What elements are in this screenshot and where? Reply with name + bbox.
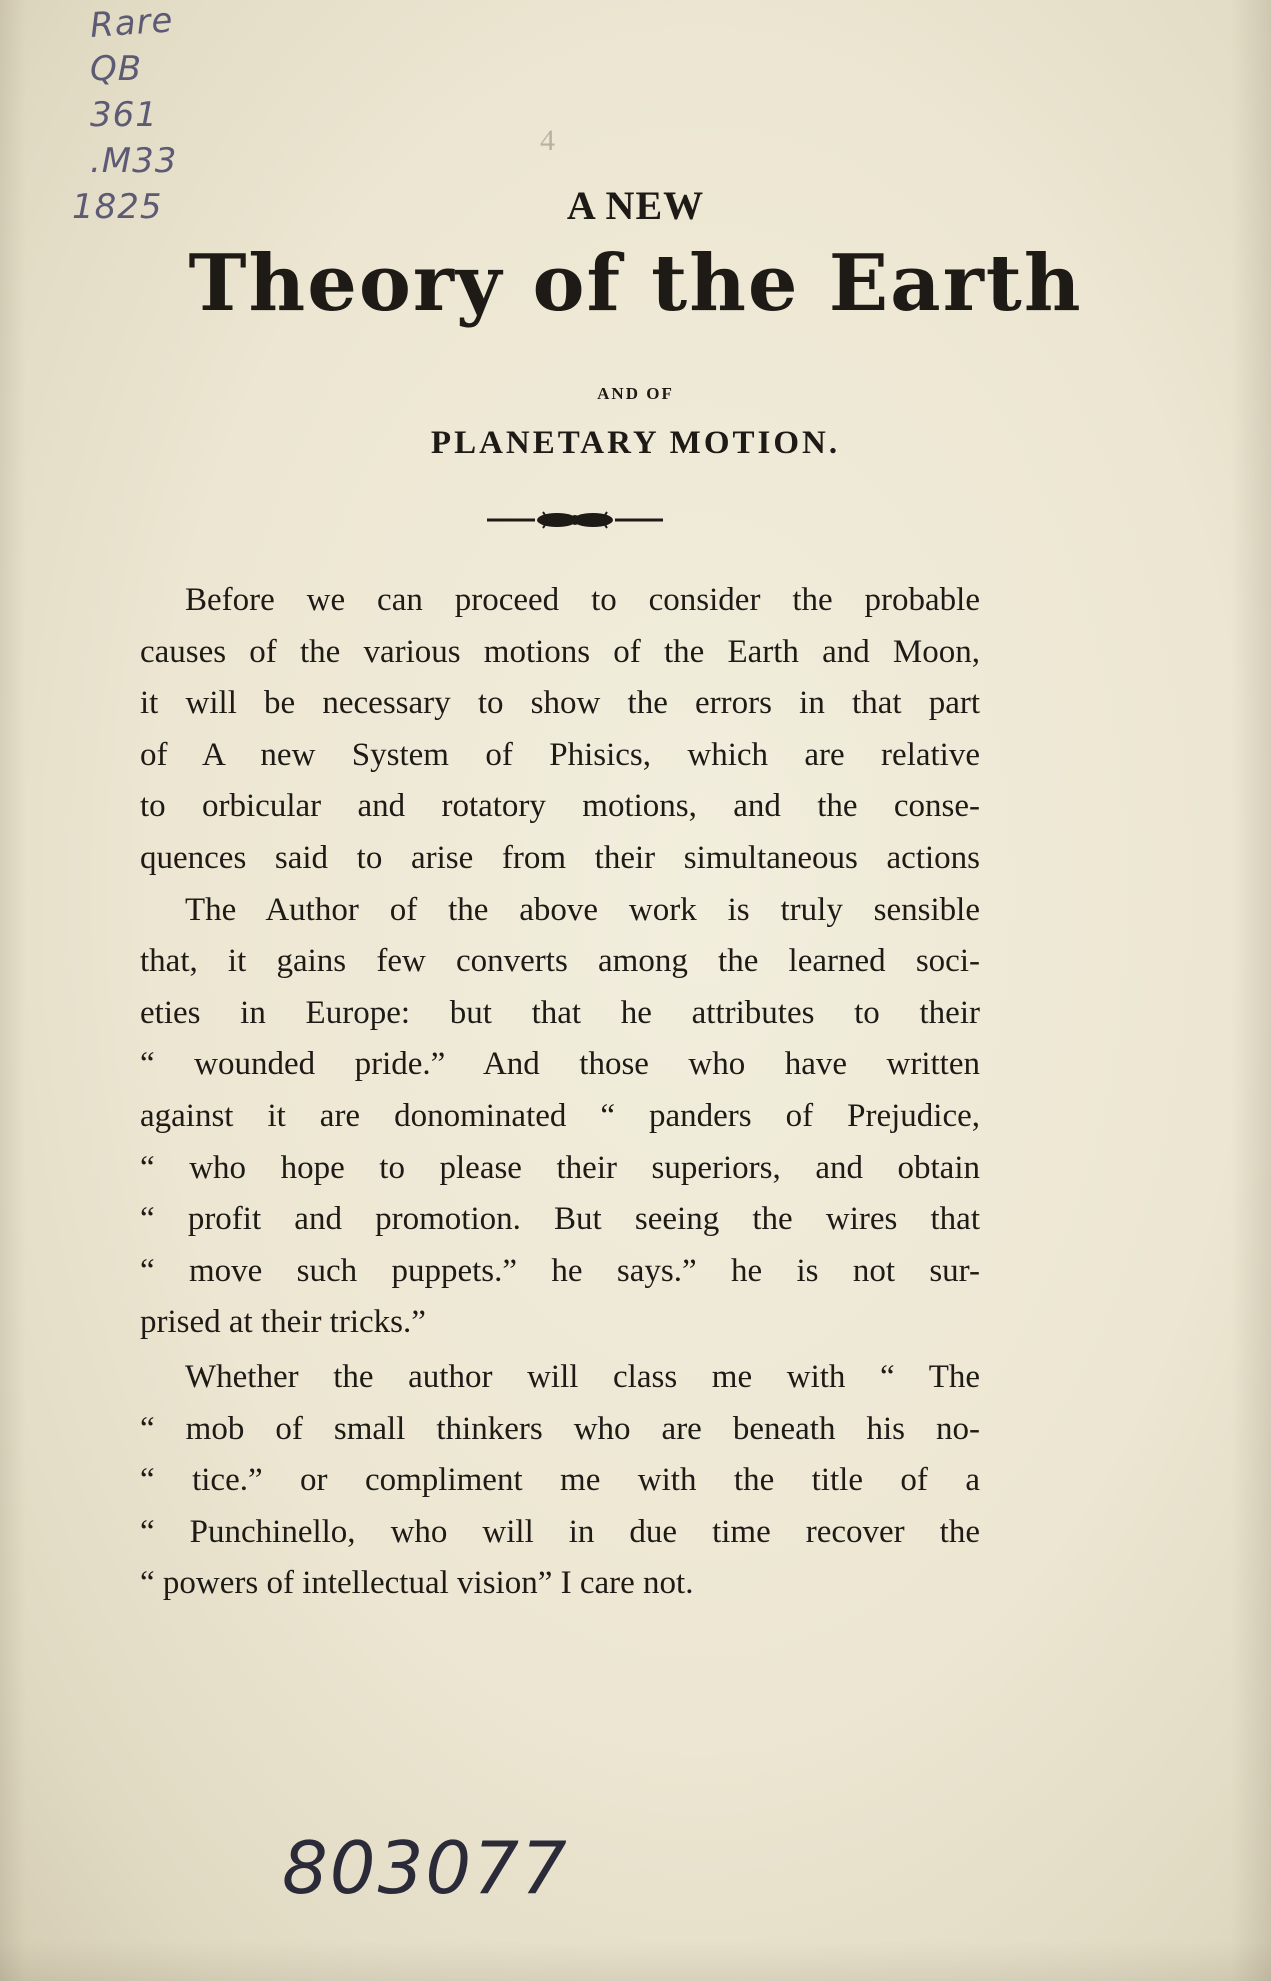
ornament-divider-icon [485,506,665,534]
text-line: “ move such puppets.” he says.” he is not sur- [140,1252,980,1289]
text-line: that, it gains few converts among the learned soci- [140,943,980,980]
text-line: prised at their tricks.” [140,1304,426,1341]
title-line-a-new: A NEW [566,183,705,228]
title-line-theory-of-the-earth: Theory of the Earth [188,238,1083,329]
text-line: “ profit and promotion. But seeing the wires that [140,1201,980,1238]
text-line: “ mob of small thinkers who are beneath his no- [140,1410,980,1447]
folio-number: 4 [540,124,555,157]
call-number-line: .M33 [90,141,178,181]
text-line: causes of the various motions of the Earth and Moon, [140,633,980,670]
text-line: eties in Europe: but that he attributes to their [140,994,980,1031]
text-line: against it are donominated “ panders of Prejudice, [140,1097,980,1134]
paragraph-2 [140,885,980,1349]
title-line-planetary-motion: PLANETARY MOTION. [430,425,841,461]
text-line: The Author of the above work is truly sensible [185,891,980,928]
handwritten-accession-number: 803077 [282,1826,569,1910]
paragraph-3 [140,1352,980,1610]
text-line: “ wounded pride.” And those who have written [140,1046,980,1083]
call-number-line: 361 [90,95,158,135]
call-number-line: Rare [88,0,175,46]
text-line: “ powers of intellectual vision” I care not. [140,1565,694,1602]
call-number-line: 1825 [72,187,163,227]
text-line: to orbicular and rotatory motions, and the conse- [140,788,980,825]
text-line: Whether the author will class me with “ The [185,1358,980,1395]
title-line-and-of: AND OF [597,384,674,403]
body-text [140,575,980,1610]
text-line: it will be necessary to show the errors in that part [140,685,980,722]
paragraph-1 [140,575,980,885]
text-line: “ Punchinello, who will in due time recover the [140,1513,980,1550]
text-line: “ who hope to please their superiors, and obtain [140,1149,980,1186]
text-line: “ tice.” or compliment me with the title of a [140,1462,980,1499]
call-number-line: QB [90,49,143,89]
text-line: of A new System of Phisics, which are relative [140,736,980,773]
text-line: quences said to arise from their simultaneous actions [140,839,980,876]
text-line: Before we can proceed to consider the probable [185,582,980,618]
